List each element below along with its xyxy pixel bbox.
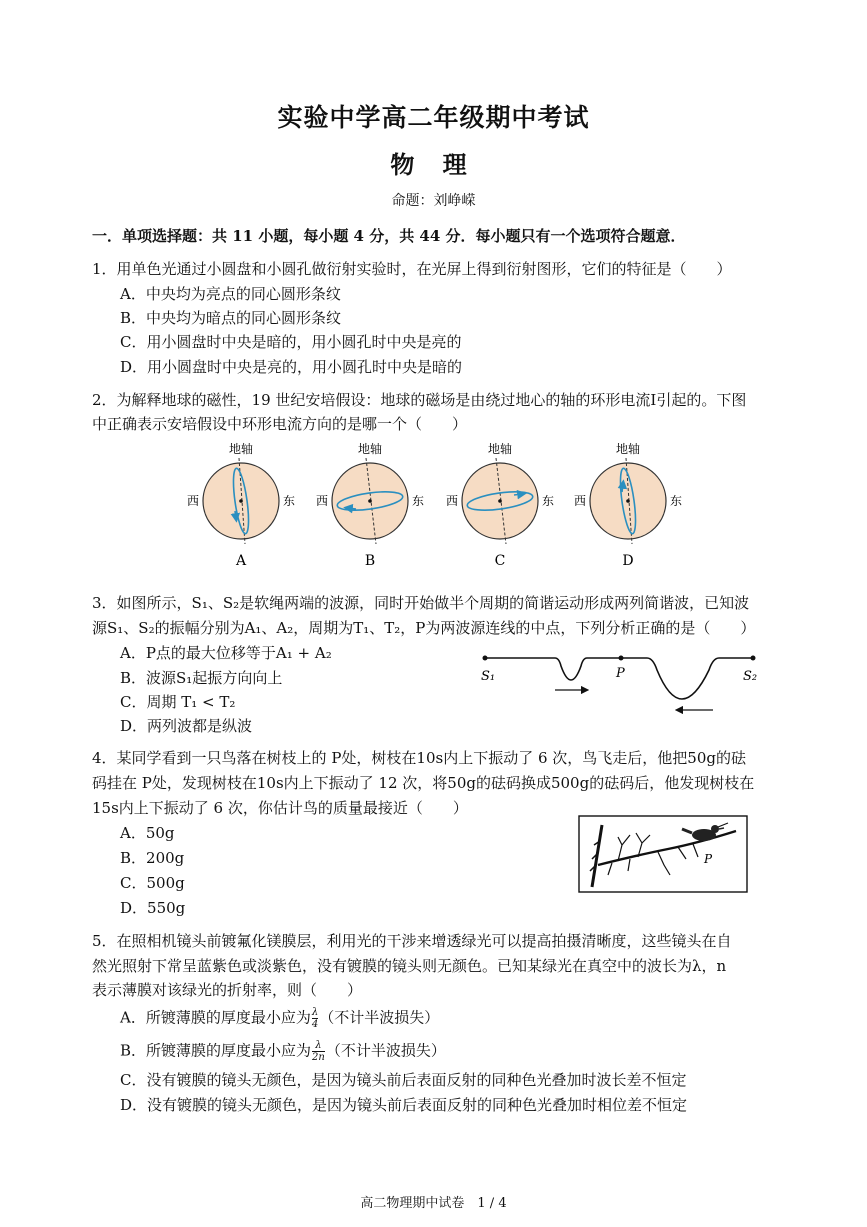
globe-b (316, 441, 424, 569)
q2-globe-figures (170, 438, 690, 573)
q4-option-a: A．50g (120, 824, 175, 842)
option-label-b: B (364, 553, 376, 569)
q5-stem-1: 5．在照相机镜头前镀氟化镁膜层，利用光的干涉来增透绿光可以提高拍摄清晰度，这些镜头在自 (92, 932, 732, 950)
subject-title: 物 理 (390, 150, 477, 179)
q4-stem-3: 15s内上下振动了 6 次，你估计鸟的质量最接近（ ） (92, 799, 468, 817)
q4-option-b: B．200g (120, 849, 185, 867)
q5-option-b-text: B．所镀薄膜的厚度最小应为 (120, 1041, 312, 1060)
q5-option-b (120, 1040, 446, 1063)
q4-stem-1: 4．某同学看到一只鸟落在树枝上的 P处，树枝在10s内上下振动了 6 次，鸟飞走后，他把50g的砝 (92, 749, 746, 767)
fraction: $\frac{\lambda}{2n}$ (312, 1040, 325, 1063)
q3-option-c: C．周期 T₁ < T₂ (120, 693, 236, 711)
q5-option-d: D．没有镀膜的镜头无颜色，是因为镜头前后表面反射的同种色光叠加时相位差不恒定 (120, 1096, 688, 1114)
axis-label: 地轴 (487, 442, 513, 456)
axis-label: 地轴 (615, 442, 641, 456)
q3-option-b: B．波源S₁起振方向向上 (120, 669, 283, 687)
axis-label: 地轴 (228, 442, 254, 456)
west-label: 西 (573, 494, 587, 508)
q4-option-d: D．550g (120, 899, 186, 917)
q5-option-a-text: A．所镀薄膜的厚度最小应为 (120, 1008, 311, 1027)
q2-stem-2: 中正确表示安培假设中环形电流方向的是哪一个（ ） (92, 415, 468, 433)
q1-option-c: C．用小圆盘时中央是暗的，用小圆孔时中央是亮的 (120, 333, 462, 351)
author-line: 命题：刘峥嵘 (391, 193, 476, 209)
q5-option-b-note: （不计半波损失） (325, 1041, 446, 1060)
globe-d (574, 441, 682, 569)
q1-option-b: B．中央均为暗点的同心圆形条纹 (120, 309, 342, 327)
q3-rope-wave-figure (475, 648, 770, 720)
q5-option-c: C．没有镀膜的镜头无颜色，是因为镜头前后表面反射的同种色光叠加时波长差不恒定 (120, 1071, 687, 1089)
option-label-c: C (494, 553, 506, 569)
east-label: 东 (411, 494, 425, 508)
q4-option-c: C．500g (120, 874, 185, 892)
q1-option-d: D．用小圆盘时中央是亮的，用小圆孔时中央是暗的 (120, 358, 463, 376)
q3-stem-2: 源S₁、S₂的振幅分别为A₁、A₂，周期为T₁、T₂，P为两波源连线的中点，下列分析正确的是（ ） (92, 619, 756, 637)
q5-option-a (120, 1007, 439, 1030)
q1-option-a: A．中央均为亮点的同心圆形条纹 (120, 285, 341, 303)
s1-label: S₁ (481, 669, 496, 684)
option-label-a: A (235, 553, 247, 569)
section-heading: 一．单项选择题：共 11 小题，每小题 4 分，共 44 分．每小题只有一个选项符合题意． (92, 227, 686, 245)
p-label: P (704, 852, 713, 866)
q5-stem-3: 表示薄膜对该绿光的折射率，则（ ） (92, 981, 363, 999)
q5-stem-2: 然光照射下常呈蓝紫色或淡紫色，没有镀膜的镜头则无颜色。已知某绿光在真空中的波长为λ，n (92, 957, 727, 975)
q4-stem-2: 码挂在 P处，发现树枝在10s内上下振动了 12 次，将50g的砝码换成500g的砝码后，他发现树枝在 (92, 774, 755, 792)
q3-option-d: D．两列波都是纵波 (120, 717, 253, 735)
east-label: 东 (541, 494, 555, 508)
globe-c (446, 441, 554, 569)
q3-stem-1: 3．如图所示，S₁、S₂是软绳两端的波源，同时开始做半个周期的简谐运动形成两列简谐波，已知波 (92, 594, 750, 612)
q4-bird-branch-figure (578, 815, 748, 893)
globe-a (187, 441, 295, 569)
west-label: 西 (315, 494, 329, 508)
west-label: 西 (445, 494, 459, 508)
fraction: $\frac{\lambda}{4}$ (311, 1007, 319, 1030)
west-label: 西 (186, 494, 200, 508)
east-label: 东 (282, 494, 296, 508)
east-label: 东 (669, 494, 683, 508)
option-label-d: D (622, 553, 634, 569)
q2-stem-1: 2．为解释地球的磁性，19 世纪安培假设：地球的磁场是由绕过地心的轴的环形电流I引起的。下图 (92, 391, 747, 409)
axis-label: 地轴 (357, 442, 383, 456)
exam-title: 实验中学高二年级期中考试 (277, 103, 590, 132)
q3-option-a: A．P点的最大位移等于A₁ + A₂ (120, 644, 332, 662)
q5-option-a-note: （不计半波损失） (319, 1008, 440, 1027)
p-label: P (616, 666, 625, 681)
q1-stem: 1．用单色光通过小圆盘和小圆孔做衍射实验时，在光屏上得到衍射图形，它们的特征是（ ） (92, 260, 732, 278)
s2-label: S₂ (743, 669, 758, 684)
page-footer: 高二物理期中试卷 1 / 4 (360, 1196, 507, 1211)
